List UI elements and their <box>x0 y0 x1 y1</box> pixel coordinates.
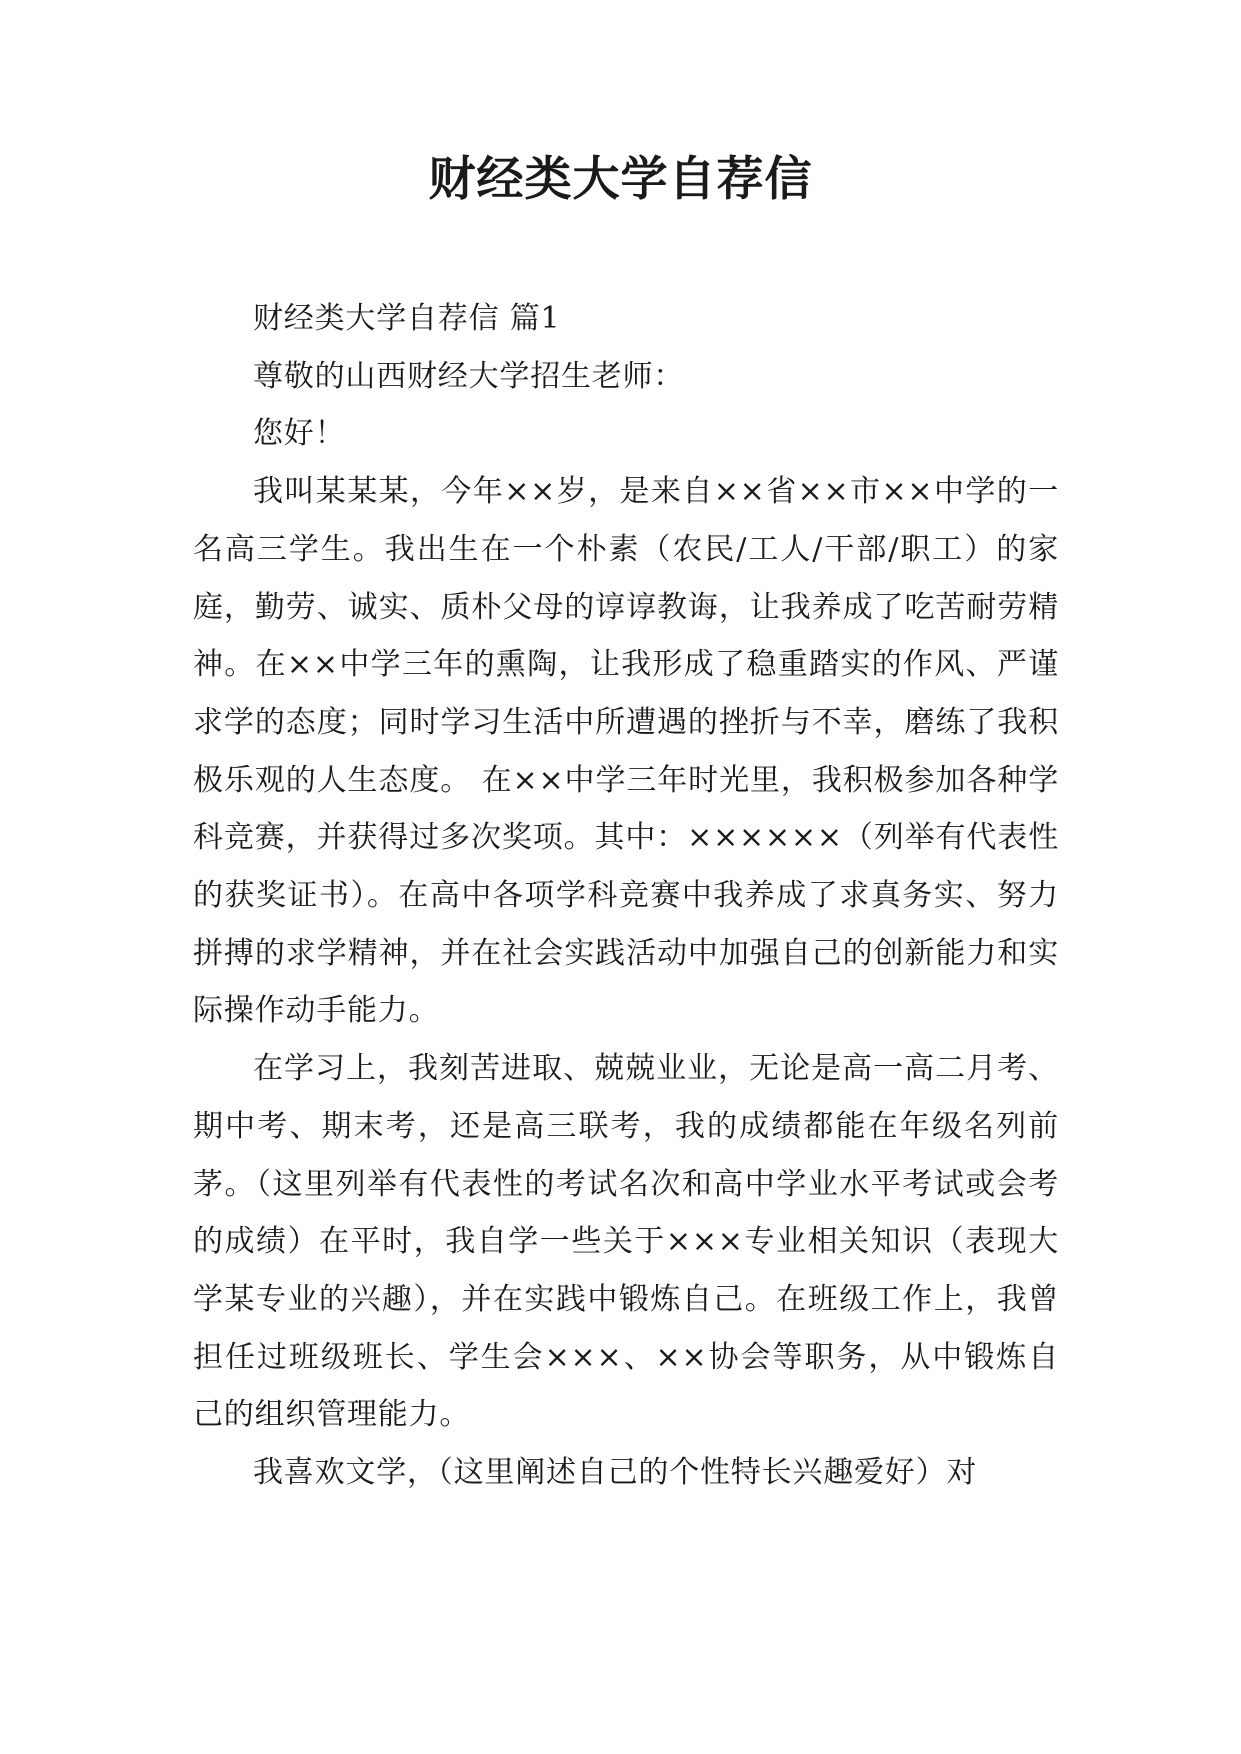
body-paragraph: 我喜欢文学，（这里阐述自己的个性特长兴趣爱好）对 <box>253 1455 978 1491</box>
salutation: 尊敬的山西财经大学招生老师： <box>253 358 685 394</box>
greeting: 您好！ <box>253 416 346 452</box>
section-heading: 财经类大学自荐信 篇1 <box>253 301 561 336</box>
body-paragraph: 我叫某某某，今年××岁，是来自××省××市××中学的一名高三学生。我出生在一个朴素（农民/工人/干部/职工）的家庭，勤劳、诚实、质朴父母的谆谆教诲，让我养成了吃苦耐劳精神。在××中学三年的熏陶，让我形成了稳重踏实的作风、严谨求学的态度；同时学习生活中所遭遇的挫折与不幸，磨练了我积极乐观的人生态度。 在××中学三年时光里，我积极参加各种学科竞赛，并获得过多次奖项。其中：××××××（列举有代表性的获奖证书）。在高中各项学科竞赛中我养成了求真务实、努力拼搏的求学精神，并在社会实践活动中加强自己的创新能力和实际操作动手能力。 <box>193 474 1059 1029</box>
document-title: 财经类大学自荐信 <box>428 152 813 207</box>
document-body <box>193 290 1059 1502</box>
body-paragraph: 在学习上，我刻苦进取、兢兢业业，无论是高一高二月考、期中考、期末考，还是高三联考，我的成绩都能在年级名列前茅。（这里列举有代表性的考试名次和高中学业水平考试或会考的成绩）在平时，我自学一些关于×××专业相关知识（表现大学某专业的兴趣），并在实践中锻炼自己。在班级工作上，我曾担任过班级班长、学生会×××、××协会等职务，从中锻炼自己的组织管理能力。 <box>193 1051 1059 1433</box>
